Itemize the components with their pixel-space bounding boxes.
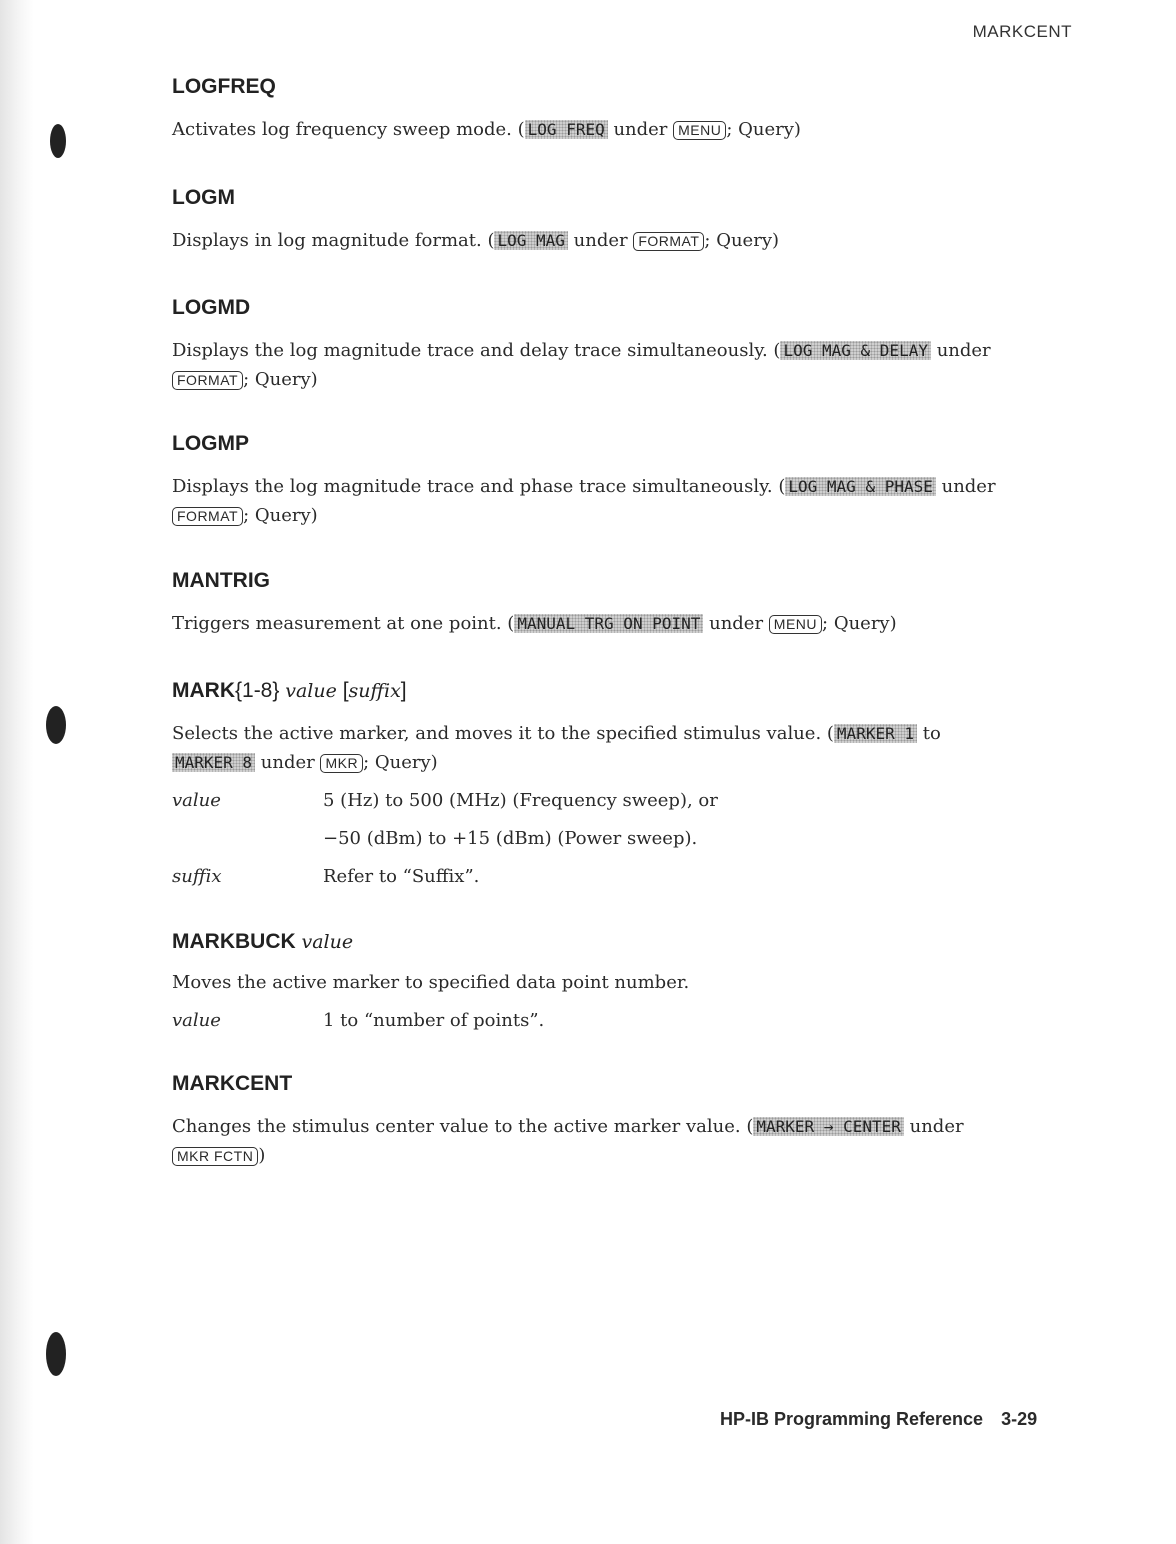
description-text: ; Query) <box>726 119 801 140</box>
description-text: ; Query) <box>243 369 318 390</box>
scanned-page-edge <box>0 0 34 1544</box>
hardkey-label: MENU <box>673 121 726 140</box>
parameter-name <box>172 824 323 853</box>
command-description <box>172 1112 1062 1170</box>
softkey-label: LOG MAG & PHASE <box>785 477 936 496</box>
softkey-label: MARKER 8 <box>172 753 255 772</box>
description-text: Displays the log magnitude trace and phase trace simultaneously. ( <box>172 476 786 497</box>
parameter-name: value <box>172 790 221 811</box>
description-text: under <box>703 613 769 634</box>
description-text: under <box>567 230 634 251</box>
softkey-label: LOG FREQ <box>525 120 608 139</box>
parameter-description: −50 (dBm) to +15 (dBm) (Power sweep). <box>323 828 698 849</box>
page-footer <box>720 1409 1037 1430</box>
command-suffix: suffix <box>348 680 401 702</box>
hardkey-label: FORMAT <box>172 507 243 526</box>
parameter-name: suffix <box>172 866 222 887</box>
command-heading: LOGMP <box>172 432 249 455</box>
description-text: ) <box>258 1145 266 1166</box>
description-text: under <box>903 1116 964 1137</box>
parameter-description: 5 (Hz) to 500 (MHz) (Frequency sweep), or <box>323 790 718 811</box>
description-text: Activates log frequency sweep mode. ( <box>172 119 525 140</box>
command-heading: MANTRIG <box>172 569 270 592</box>
hardkey-label: FORMAT <box>633 232 704 251</box>
softkey-label: LOG MAG & DELAY <box>780 341 931 360</box>
entry-logm <box>172 183 1062 255</box>
entry-markbuck <box>172 927 1062 1035</box>
description-text: to <box>916 723 941 744</box>
entry-logfreq <box>172 72 1062 144</box>
parameter-description: Refer to “Suffix”. <box>323 866 480 887</box>
description-text: Triggers measurement at one point. ( <box>172 613 515 634</box>
binder-hole-3 <box>46 1332 66 1376</box>
command-description <box>172 472 1062 530</box>
description-text: Displays in log magnitude format. ( <box>172 230 495 251</box>
softkey-label: LOG MAG <box>494 231 567 250</box>
command-heading <box>172 927 1062 957</box>
description-text: Selects the active marker, and moves it to the specified stimulus value. ( <box>172 723 834 744</box>
binder-hole-1 <box>50 124 66 158</box>
parameter-row <box>172 824 1062 853</box>
description-text: ; Query) <box>363 752 438 773</box>
entry-logmd <box>172 293 1062 394</box>
parameter-description: 1 to “number of points”. <box>323 1010 545 1031</box>
parameter-name: value <box>172 1010 221 1031</box>
softkey-label: MARKER → CENTER <box>753 1117 904 1136</box>
description-text: under <box>255 752 321 773</box>
description-text: under <box>930 340 991 361</box>
command-heading: LOGM <box>172 186 235 209</box>
parameter-row <box>172 862 1062 891</box>
command-heading: LOGMD <box>172 296 251 319</box>
softkey-label: MANUAL TRG ON POINT <box>514 614 703 633</box>
command-description <box>172 226 1062 255</box>
hardkey-label: FORMAT <box>172 371 243 390</box>
description-text: Displays the log magnitude trace and delay trace simultaneously. ( <box>172 340 781 361</box>
command-param: value <box>285 680 337 702</box>
entry-markcent <box>172 1069 1062 1170</box>
command-description <box>172 609 1062 638</box>
description-text: ; Query) <box>243 505 318 526</box>
description-text: under <box>607 119 674 140</box>
entry-logmp <box>172 429 1062 530</box>
description-text: ; Query) <box>822 613 897 634</box>
hardkey-label: MKR <box>320 754 363 773</box>
bracket-close: ] <box>400 679 407 702</box>
command-name: MARK <box>172 679 235 702</box>
command-param: value <box>301 931 354 953</box>
footer-title: HP-IB Programming Reference <box>720 1409 984 1429</box>
entry-mark <box>172 676 1062 891</box>
parameter-row <box>172 1006 1062 1035</box>
binder-hole-2 <box>46 706 66 744</box>
command-heading <box>172 676 1062 706</box>
description-text: Changes the stimulus center value to the active marker value. ( <box>172 1116 754 1137</box>
page-number: 3-29 <box>1001 1409 1038 1429</box>
parameter-row <box>172 786 1062 815</box>
command-description: Moves the active marker to specified data point number. <box>172 972 690 993</box>
hardkey-label: MKR FCTN <box>172 1147 258 1166</box>
command-name: MARKBUCK <box>172 930 296 953</box>
command-range: {1-8} <box>235 679 280 702</box>
entry-mantrig <box>172 566 1062 638</box>
hardkey-label: MENU <box>769 615 822 634</box>
command-heading: MARKCENT <box>172 1072 293 1095</box>
command-heading: LOGFREQ <box>172 75 276 98</box>
description-text: ; Query) <box>704 230 780 251</box>
page-header: MARKCENT <box>972 22 1072 41</box>
softkey-label: MARKER 1 <box>834 724 917 743</box>
command-description <box>172 719 1062 777</box>
bracket-open: [ <box>342 679 349 702</box>
command-description <box>172 336 1062 394</box>
description-text: under <box>935 476 996 497</box>
command-description <box>172 115 1062 144</box>
